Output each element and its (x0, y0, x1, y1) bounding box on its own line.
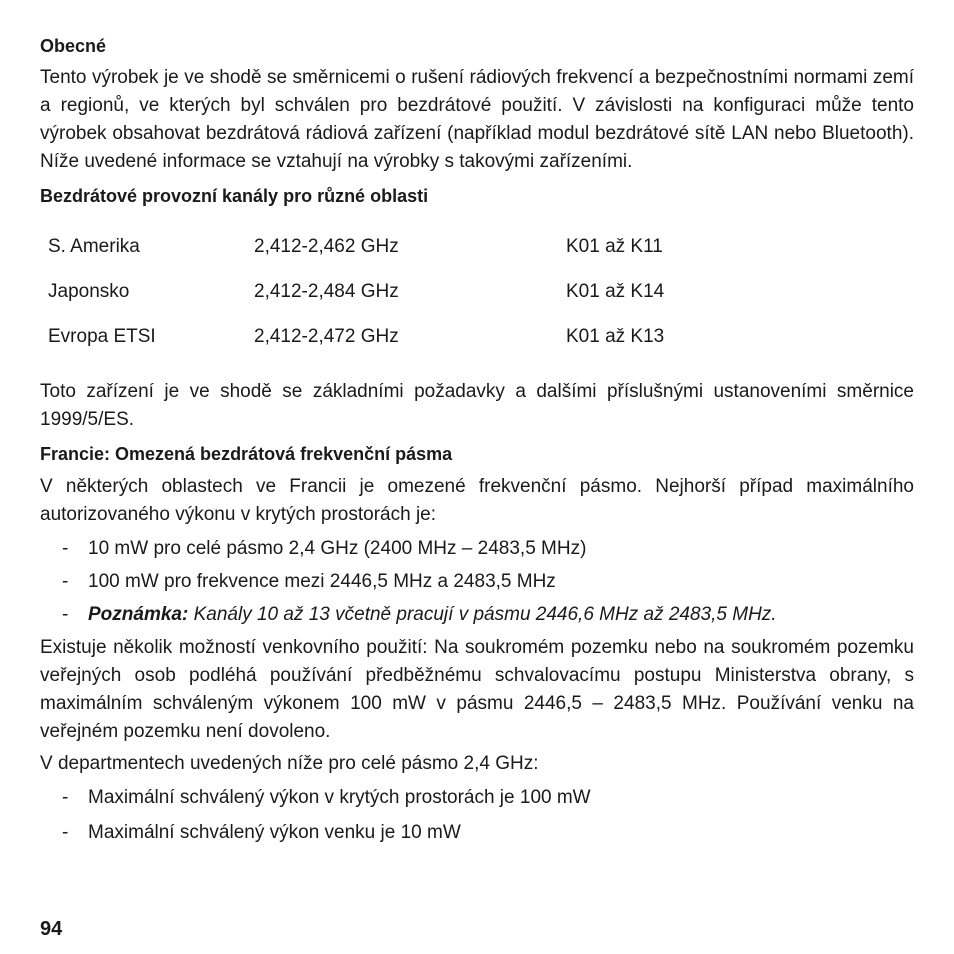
list-item (40, 784, 914, 812)
list-item-text: 100 mW pro frekvence mezi 2446,5 MHz a 2483,5 MHz (88, 571, 556, 592)
list-dash: - (62, 538, 69, 559)
list-item-text: Maximální schválený výkon venku je 10 mW (88, 822, 461, 843)
indoor-power-list (40, 535, 914, 629)
list-item-text: Maximální schválený výkon v krytých prostorách je 100 mW (88, 787, 591, 808)
outdoor-use-paragraph: Existuje několik možností venkovního použití: Na soukromém pozemku nebo na soukromém pozemku veřejných osob podléhá používání předběžnému schvalovacímu postupu Ministerstva obrany, s maximálním schváleným výkonem 100 mW v pásmu 2446,5 – 2483,5 MHz. Používání venku na veřejném pozemku není dovoleno. (40, 637, 914, 742)
frequency-cell: 2,412-2,472 GHz (254, 325, 399, 347)
list-item-text: 10 mW pro celé pásmo 2,4 GHz (2400 MHz – 2483,5 MHz) (88, 538, 587, 559)
note-text: Kanály 10 až 13 včetně pracují v pásmu 2446,6 MHz až 2483,5 MHz. (193, 604, 777, 625)
channels-cell: K01 až K11 (566, 235, 663, 257)
channels-cell: K01 až K13 (566, 325, 665, 347)
list-dash: - (62, 604, 69, 625)
page-number: 94 (40, 918, 63, 940)
departments-paragraph: V departmentech uvedených níže pro celé pásmo 2,4 GHz: (40, 753, 539, 774)
note-item (40, 601, 914, 629)
table-row (48, 269, 766, 314)
list-item (40, 568, 914, 596)
channels-cell: K01 až K14 (566, 280, 665, 302)
region-cell: Evropa ETSI (48, 325, 156, 347)
france-intro-paragraph: V některých oblastech ve Francii je omezené frekvenční pásmo. Nejhorší případ maximálního autorizovaného výkonu v krytých prostorách je: (40, 476, 914, 525)
list-item (40, 535, 914, 563)
table-row (48, 224, 766, 269)
section-title-channels: Bezdrátové provozní kanály pro různé oblasti (40, 186, 429, 206)
frequency-cell: 2,412-2,484 GHz (254, 280, 399, 302)
list-dash: - (62, 571, 69, 592)
department-power-list (40, 784, 914, 847)
region-cell: S. Amerika (48, 235, 140, 257)
region-cell: Japonsko (48, 280, 130, 302)
frequency-cell: 2,412-2,462 GHz (254, 235, 399, 257)
general-paragraph: Tento výrobek je ve shodě se směrnicemi o rušení rádiových frekvencí a bezpečnostními normami zemí a regionů, ve kterých byl schválen pro bezdrátové použití. V závislosti na konfiguraci může tento výrobek obsahovat bezdrátová rádiová zařízení (například modul bezdrátové sítě LAN nebo Bluetooth). Níže uvedené informace se vztahují na výrobky s takovými zařízeními. (40, 67, 914, 172)
table-row (48, 314, 766, 359)
channels-table (48, 224, 766, 359)
list-dash: - (62, 787, 69, 808)
document-page (40, 32, 914, 854)
list-item (40, 819, 914, 847)
compliance-paragraph: Toto zařízení je ve shodě se základními požadavky a dalšími příslušnými ustanoveními směrnice 1999/5/ES. (40, 381, 914, 430)
note-label: Poznámka: (88, 604, 189, 625)
section-title-france: Francie: Omezená bezdrátová frekvenční pásma (40, 444, 453, 464)
list-dash: - (62, 822, 69, 843)
section-title-general: Obecné (40, 36, 107, 56)
